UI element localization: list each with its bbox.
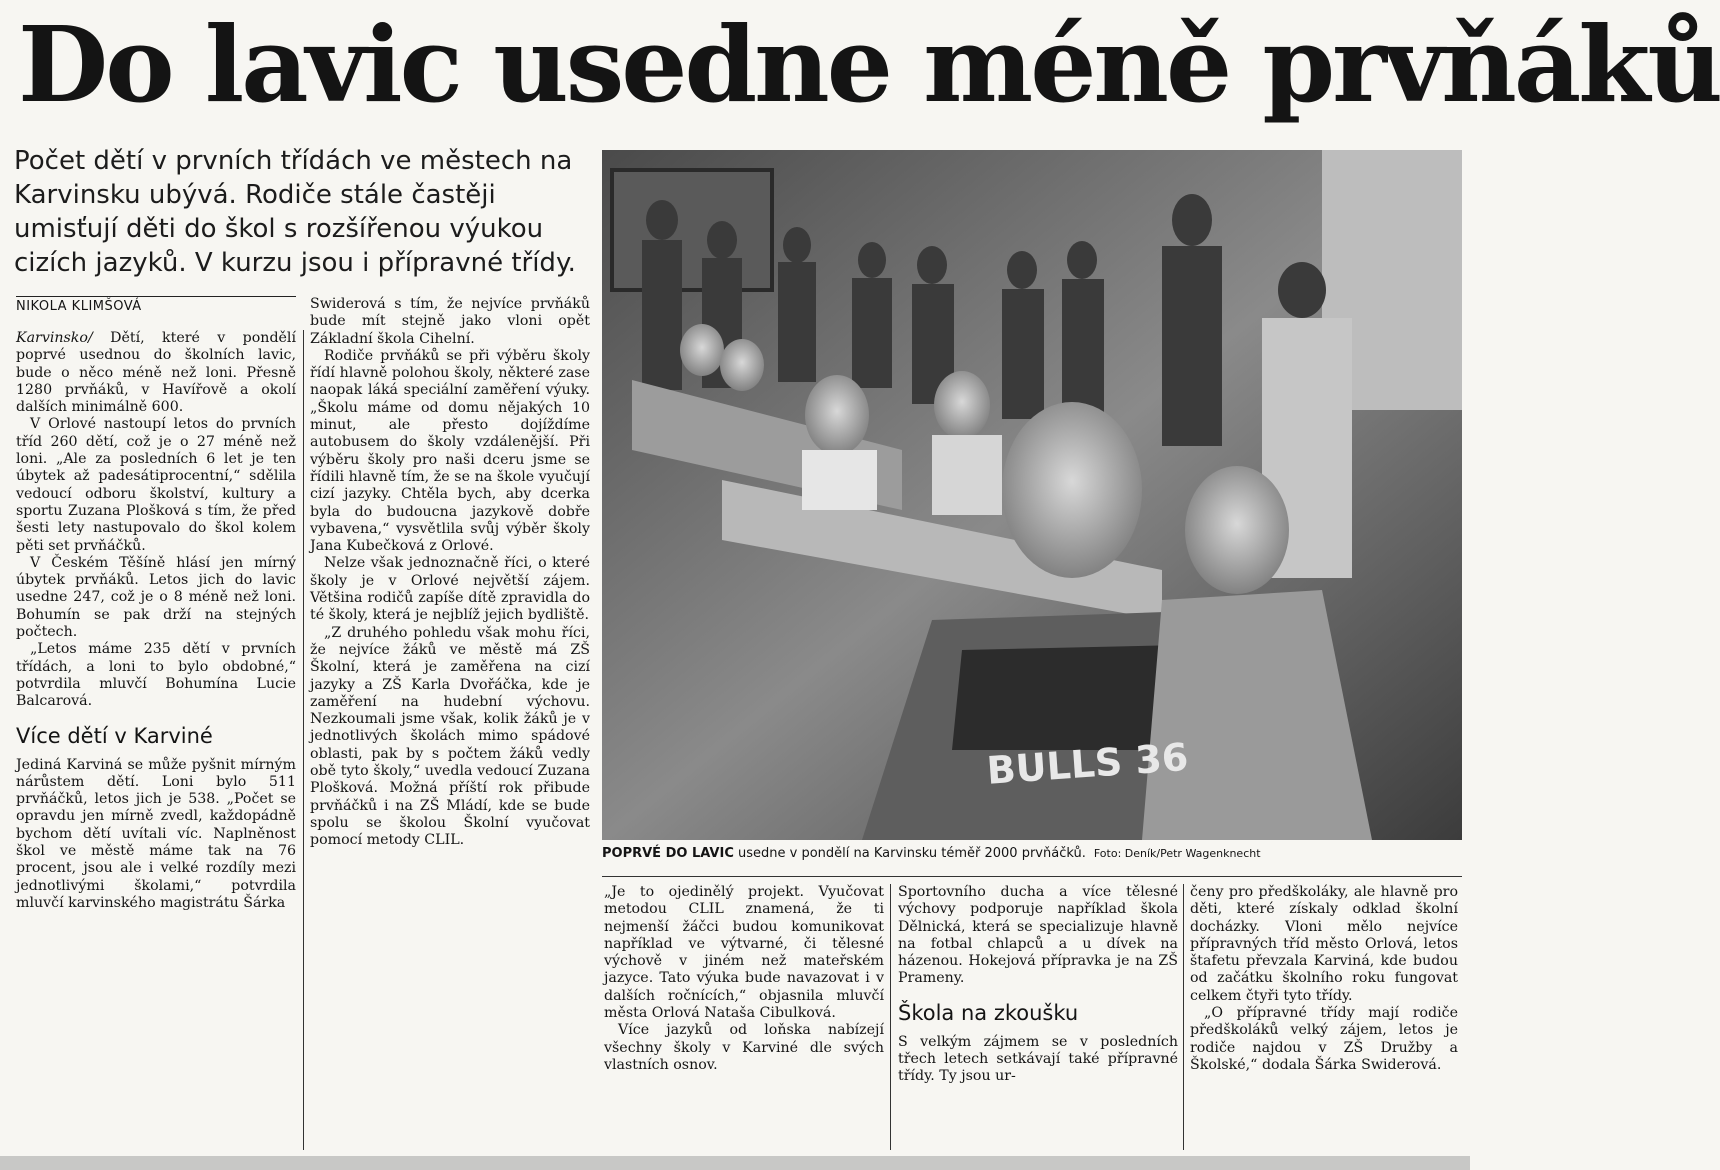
paragraph: Nelze však jednoznačně říci, o které školy je v Orlové největší zájem. Většina rodičů zapíše dítě zpravidla do té školy, která je nejblíž jejich bydliště. — [310, 555, 590, 624]
article-column-4 — [898, 884, 1178, 1086]
paragraph-text: Dětí, které v pondělí poprvé usednou do školních lavic, bude o něco méně než loni. Přesně 1280 prvňáků, v Havířově a okolí dalších minimálně 600. — [16, 330, 296, 416]
article-column-5 — [1190, 884, 1458, 1074]
shirt-print: BULLS 36 — [985, 734, 1190, 793]
paragraph: „Je to ojedinělý projekt. Vyučovat metodou CLIL znamená, že ti nejmenší žáčci budou komunikovat například ve výtvarné, či tělesné výchově v jiném než mateřském jazyce. Tato výuka bude navazovat i v dalších ročnících,“ objasnila mluvčí města Orlová Nataša Cibulková. — [604, 884, 884, 1022]
paragraph — [16, 330, 296, 416]
paragraph: Více jazyků od loňska nabízejí všechny školy v Karviné dle svých vlastních osnov. — [604, 1022, 884, 1073]
scan-edge — [0, 1156, 1470, 1170]
article-column-3 — [604, 884, 884, 1074]
headline: Do lavic usedne méně prvňáků — [18, 3, 1720, 126]
paragraph: S velkým zájmem se v posledních třech letech setkávají také přípravné třídy. Ty jsou ur- — [898, 1033, 1178, 1085]
classroom-photo — [602, 150, 1462, 840]
lead-paragraph: Počet dětí v prvních třídách ve městech na Karvinsku ubývá. Rodiče stále častěji umisťují děti do škol s rozšířenou výukou cizích jazyků. V kurzu jsou i přípravné třídy. — [14, 146, 576, 278]
paragraph: Rodiče prvňáků se při výběru školy řídí hlavně polohou školy, některé zase naopak láká speciální zaměření výuky. „Školu máme od domu nějakých 10 minut, ale přesto dojíždíme autobusem do školy vzdálenější. Při výběru školy pro naši dceru jsme se řídili hlavně tím, že se na škole vyučují cizí jazyky. Chtěla bych, aby dcerka byla do budoucna jazykově dobře vybavena,“ vysvětlila svůj výběr školy Jana Kubečková z Orlové. — [310, 347, 590, 555]
paragraph: čeny pro předškoláky, ale hlavně pro děti, které získaly odklad školní docházky. Vloni mělo nejvíce přípravných tříd město Orlová, letos štafetu převzala Karviná, kde budou od začátku školního roku fungovat celkem čtyři tyto třídy. — [1190, 884, 1458, 1004]
paragraph: „O přípravné třídy mají rodiče předškoláků velký zájem, letos je rodiče najdou v ZŠ Družby a Školské,“ dodala Šárka Swiderová. — [1190, 1005, 1458, 1073]
paragraph: Swiderová s tím, že nejvíce prvňáků bude mít stejně jako vloni opět Základní škola Cihelní. — [310, 296, 590, 347]
photo-credit: Foto: Deník/Petr Wagenknecht — [1093, 847, 1261, 860]
subheading: Škola na zkoušku — [898, 1000, 1079, 1025]
article-column-2 — [310, 296, 590, 850]
caption-lead: POPRVÉ DO LAVIC — [602, 846, 734, 861]
paragraph: V Českém Těšíně hlásí jen mírný úbytek prvňáků. Letos jich do lavic usedne 247, což je o 8 méně než loni. Bohumín se pak drží na stejných počtech. — [16, 554, 296, 641]
column-divider — [1183, 884, 1184, 1150]
article-column-1 — [16, 330, 296, 912]
paragraph: Sportovního ducha a více tělesné výchovy podporuje například škola Dělnická, která se specializuje hlavně na fotbal chlapců a u dívek na házenou. Hokejová přípravka je na ZŠ Prameny. — [898, 884, 1178, 987]
paragraph: „Z druhého pohledu však mohu říci, že nejvíce žáků ve městě má ZŠ Školní, která je zaměřena na cizí jazyky a ZŠ Karla Dvořáčka, kde je zaměření na hudební výchovu. Nezkoumali jsme však, kolik žáků je v jednotlivých školách mimo spádové oblasti, pak by s počtem žáků vedly obě tyto školy,“ uvedla vedoucí Zuzana Plošková. Možná příští rok přibude prvňáčků i na ZŠ Mládí, kde se bude spolu se školou Školní vyučovat pomocí metody CLIL. — [310, 624, 590, 849]
subheading: Více dětí v Karviné — [16, 723, 213, 748]
caption-text: usedne v pondělí na Karvinsku téměř 2000 prvňáčků. — [733, 846, 1086, 861]
paragraph: Jediná Karviná se může pyšnit mírným nárůstem dětí. Loni bylo 511 prvňáčků, letos jich je 538. „Počet se opravdu jen mírně zvedl, každopádně bychom dětí uvítali víc. Naplněnost škol ve městě máme tak na 76 procent, jsou ale i velké rozdíly mezi jednotlivými školami,“ potvrdila mluvčí karvinského magistrátu Šárka — [16, 756, 296, 911]
byline: NIKOLA KLIMŠOVÁ — [16, 296, 296, 314]
photo-illustration — [602, 150, 1462, 840]
dateline: Karvinsko/ — [16, 330, 93, 346]
column-divider — [303, 330, 304, 1150]
paragraph: „Letos máme 235 dětí v prvních třídách, a loni to bylo obdobné,“ potvrdila mluvčí Bohumína Lucie Balcarová. — [16, 641, 296, 710]
paragraph: V Orlové nastoupí letos do prvních tříd 260 dětí, což je o 27 méně než loni. „Ale za posledních 6 let je ten úbytek až padesátiprocentní,“ sdělila vedoucí odboru školství, kultury a sportu Zuzana Plošková s tím, že před šesti lety nastupovalo do škol kolem pěti set prvňáčků. — [16, 416, 296, 554]
board — [612, 170, 772, 290]
photo-caption — [602, 846, 1462, 861]
column-divider — [890, 884, 891, 1150]
caption-divider — [602, 876, 1462, 877]
